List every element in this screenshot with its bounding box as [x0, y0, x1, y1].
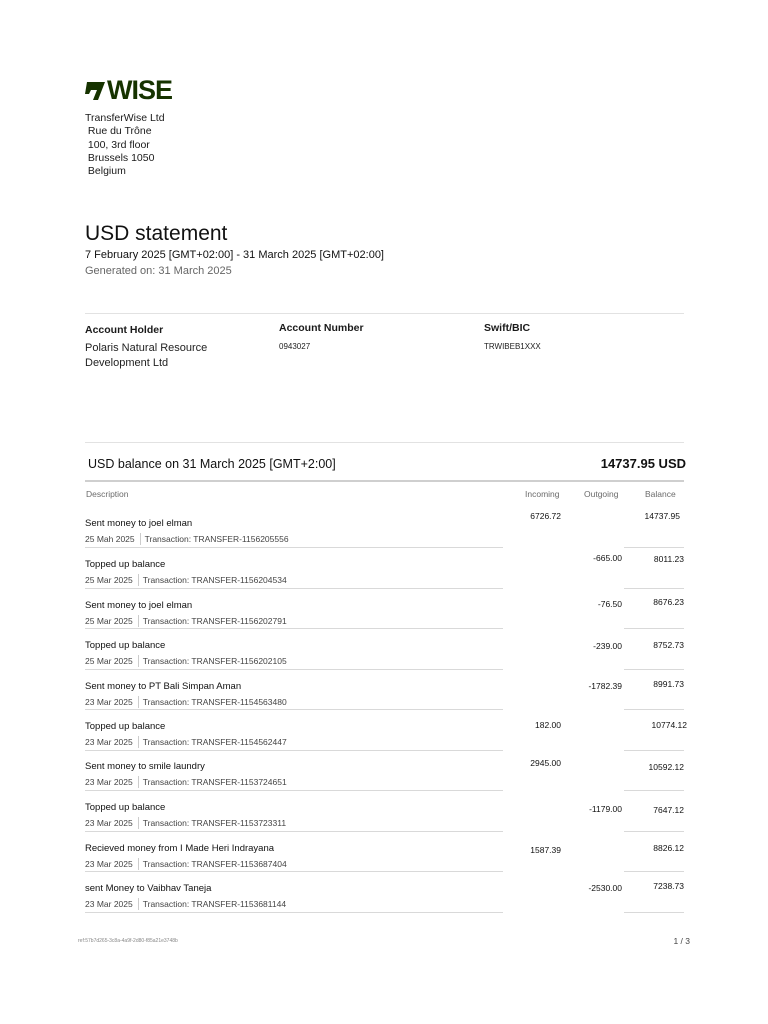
transaction-meta [85, 656, 287, 667]
row-divider [624, 790, 684, 791]
transaction-meta [85, 575, 287, 586]
balance-amount-cell: 8752.73 [653, 640, 684, 650]
transaction-meta [85, 777, 287, 788]
transaction-id: Transaction: TRANSFER-1156204534 [142, 575, 287, 585]
table-row [85, 711, 687, 752]
meta-separator [138, 776, 139, 788]
meta-separator [138, 696, 139, 708]
balance-amount-cell: 8826.12 [653, 843, 684, 853]
header-balance: Balance [645, 489, 676, 499]
account-number-value: 0943027 [279, 342, 311, 351]
transaction-meta [85, 697, 287, 708]
meta-separator [138, 655, 139, 667]
balance-title: USD balance on 31 March 2025 [GMT+2:00] [88, 457, 336, 471]
row-divider [624, 547, 684, 548]
row-divider [624, 669, 684, 670]
outgoing-amount: -239.00 [593, 641, 622, 651]
divider [85, 442, 684, 443]
table-row [85, 792, 684, 833]
transaction-description: Topped up balance [85, 640, 166, 651]
balance-amount-cell: 10592.12 [648, 762, 684, 772]
table-row [85, 751, 684, 792]
balance-amount-cell: 8011.23 [653, 554, 684, 564]
outgoing-amount: -665.00 [593, 553, 622, 563]
balance-amount-cell: 7238.73 [653, 881, 684, 891]
page-number: 1 / 3 [673, 936, 690, 946]
transaction-id: Transaction: TRANSFER-1156205556 [144, 534, 289, 544]
table-row [85, 549, 684, 590]
transaction-description: Topped up balance [85, 802, 166, 813]
account-number-label: Account Number [279, 322, 364, 334]
table-row [85, 590, 684, 631]
transaction-date: 25 Mar 2025 [85, 656, 133, 666]
table-row [85, 833, 684, 874]
generated-date: Generated on: 31 March 2025 [85, 265, 232, 277]
address-line: Rue du Trône [85, 125, 152, 138]
transaction-meta [85, 899, 286, 910]
divider [85, 313, 684, 314]
meta-separator [138, 898, 139, 910]
address-line: Belgium [85, 165, 126, 178]
wise-flag-icon [85, 78, 107, 102]
outgoing-amount: -2530.00 [588, 883, 622, 893]
transaction-date: 25 Mar 2025 [85, 575, 133, 585]
row-divider [624, 831, 684, 832]
transaction-description: sent Money to Vaibhav Taneja [85, 883, 212, 894]
transaction-date: 25 Mar 2025 [85, 616, 133, 626]
row-divider [624, 709, 684, 710]
transaction-date: 23 Mar 2025 [85, 859, 133, 869]
incoming-amount: 182.00 [535, 720, 561, 730]
transaction-date: 25 Mah 2025 [85, 534, 135, 544]
header-incoming: Incoming [525, 489, 560, 499]
table-row [85, 630, 684, 671]
transaction-id: Transaction: TRANSFER-1154562447 [142, 737, 287, 747]
row-divider [85, 790, 503, 791]
outgoing-amount: -1179.00 [589, 804, 622, 814]
outgoing-amount: -1782.39 [588, 681, 622, 691]
transaction-date: 23 Mar 2025 [85, 818, 133, 828]
transaction-description: Sent money to smile laundry [85, 761, 205, 772]
balance-divider [85, 480, 684, 482]
header-description: Description [86, 489, 129, 499]
meta-separator [138, 615, 139, 627]
transaction-description: Sent money to joel elman [85, 518, 193, 529]
transaction-description: Sent money to PT Bali Simpan Aman [85, 681, 242, 692]
statement-period: 7 February 2025 [GMT+02:00] - 31 March 2025 [GMT+02:00] [85, 249, 384, 261]
account-holder-label: Account Holder [85, 324, 164, 336]
table-row [85, 671, 684, 712]
row-divider [85, 912, 503, 913]
row-divider [624, 588, 684, 589]
balance-amount: 14737.95 USD [600, 456, 686, 471]
transaction-id: Transaction: TRANSFER-1153681144 [142, 899, 287, 909]
company-name: TransferWise Ltd [85, 112, 165, 124]
transaction-meta [85, 534, 289, 545]
row-divider [85, 871, 503, 872]
balance-amount-cell: 8991.73 [653, 679, 684, 689]
account-holder-value [85, 341, 207, 371]
header-outgoing: Outgoing [584, 489, 619, 499]
transaction-id: Transaction: TRANSFER-1153724651 [142, 777, 287, 787]
meta-separator [140, 533, 141, 545]
transaction-meta [85, 818, 286, 829]
row-divider [85, 628, 503, 629]
transaction-id: Transaction: TRANSFER-1156202791 [142, 616, 287, 626]
meta-separator [138, 817, 139, 829]
transaction-date: 23 Mar 2025 [85, 777, 133, 787]
table-row [85, 873, 684, 914]
transaction-date: 23 Mar 2025 [85, 737, 133, 747]
swift-value: TRWIBEB1XXX [484, 342, 541, 351]
transaction-description: Topped up balance [85, 721, 166, 732]
swift-section [484, 322, 541, 354]
transaction-id: Transaction: TRANSFER-1154563480 [142, 697, 287, 707]
transaction-description: Topped up balance [85, 559, 166, 570]
transaction-date: 23 Mar 2025 [85, 899, 133, 909]
transaction-id: Transaction: TRANSFER-1153723311 [142, 818, 287, 828]
transaction-date: 23 Mar 2025 [85, 697, 133, 707]
wise-logo [85, 76, 172, 104]
row-divider [85, 709, 503, 710]
swift-label: Swift/BIC [484, 322, 531, 334]
document-reference: ref:57b7d265-3c8a-4a9f-2d80-f85a21e3748b [78, 938, 178, 944]
address-line: 100, 3rd floor [85, 138, 150, 151]
row-divider [85, 831, 503, 832]
row-divider [624, 912, 684, 913]
account-number-section [279, 322, 364, 354]
balance-amount-cell: 14737.95 [644, 511, 680, 521]
table-row [85, 508, 684, 549]
incoming-amount: 2945.00 [530, 758, 561, 768]
row-divider [85, 547, 503, 548]
row-divider [85, 588, 503, 589]
meta-separator [138, 858, 139, 870]
transaction-meta [85, 737, 287, 748]
company-address [85, 112, 165, 178]
address-line: Brussels 1050 [85, 151, 155, 164]
transaction-description: Sent money to joel elman [85, 600, 193, 611]
transaction-id: Transaction: TRANSFER-1156202105 [142, 656, 287, 666]
incoming-amount: 6726.72 [530, 511, 561, 521]
account-holder-line: Polaris Natural Resource [85, 342, 208, 354]
transaction-meta [85, 616, 287, 627]
meta-separator [138, 574, 139, 586]
row-divider [624, 871, 684, 872]
account-holder-section [85, 324, 207, 371]
balance-amount-cell: 10774.12 [651, 720, 687, 730]
statement-title: USD statement [85, 222, 228, 245]
transaction-description: Recieved money from I Made Heri Indrayana [85, 843, 275, 854]
row-divider [85, 669, 503, 670]
incoming-amount: 1587.39 [530, 845, 561, 855]
account-holder-line: Development Ltd [85, 357, 169, 369]
transaction-meta [85, 859, 287, 870]
meta-separator [138, 736, 139, 748]
balance-amount-cell: 8676.23 [653, 597, 684, 607]
transaction-id: Transaction: TRANSFER-1153687404 [142, 859, 287, 869]
outgoing-amount: -76.50 [597, 599, 622, 609]
balance-amount-cell: 7647.12 [653, 805, 684, 815]
row-divider [624, 628, 684, 629]
logo-wordmark: WISE [107, 75, 173, 105]
